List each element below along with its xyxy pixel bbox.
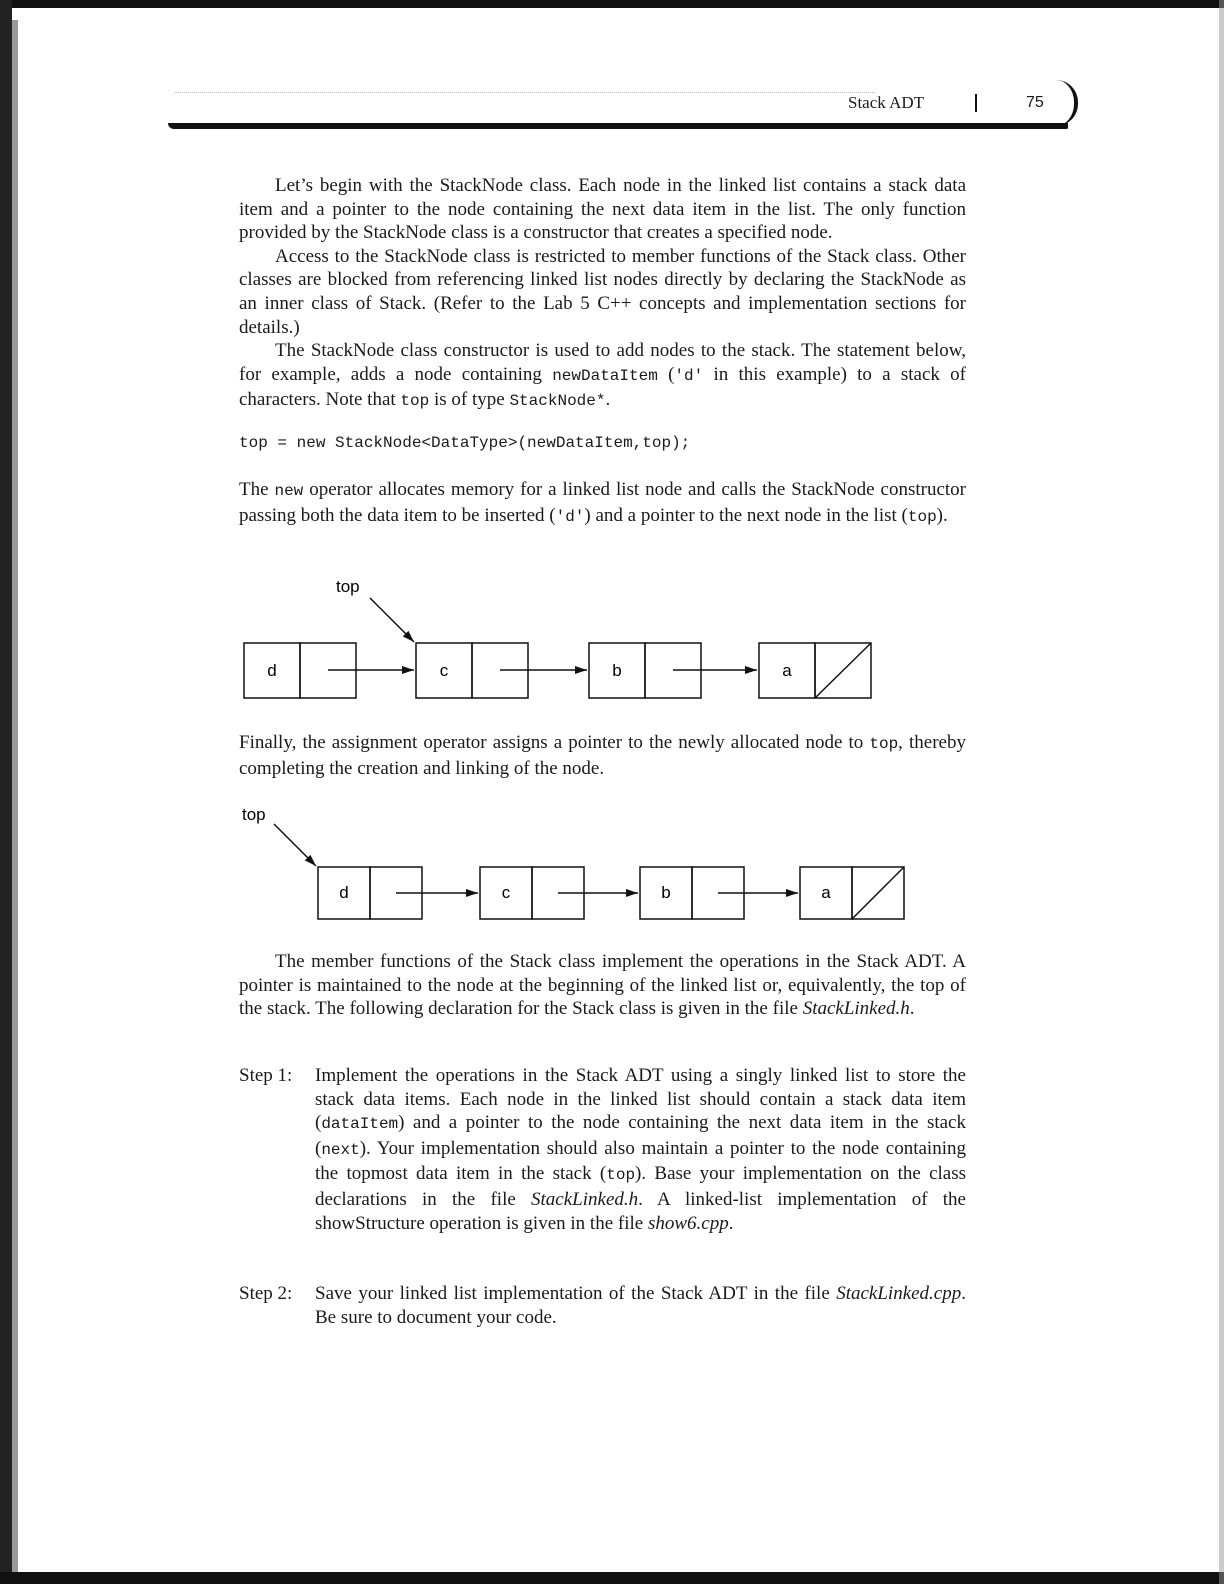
inline-code: next xyxy=(321,1140,360,1159)
top-pointer-arrow xyxy=(370,598,414,642)
node-a xyxy=(800,867,904,919)
paragraph-1: Let’s begin with the StackNode class. Each node in the linked list contains a stack data item and a pointer to the node containing the next data item in the list. The only function provided by the StackNode class is a constructor that creates a specified node. xyxy=(239,175,966,244)
node-value: a xyxy=(821,883,831,902)
paragraph-6: The member functions of the Stack class implement the operations in the Stack ADT. A pointer is maintained to the node at the beginning of the linked list or, equivalently, the top of the stack. The following declaration for the Stack class is given in the file StackLinked.h. xyxy=(239,951,966,1020)
node-a xyxy=(759,643,871,698)
top-pointer-label: top xyxy=(242,805,266,824)
linked-list-diagram-after xyxy=(236,800,916,925)
inline-code: top xyxy=(606,1166,636,1185)
file-name: show6.cpp xyxy=(647,1212,729,1234)
paragraph-4-block xyxy=(239,478,966,529)
scan-edge-left xyxy=(0,0,12,1584)
header-separator xyxy=(975,94,977,112)
header-thin-rule xyxy=(175,92,875,93)
scan-edge-top xyxy=(0,0,1224,8)
top-pointer-arrow xyxy=(274,824,316,866)
null-pointer-slash xyxy=(815,643,871,698)
intro-text-block xyxy=(239,174,966,414)
linked-list-diagram-before xyxy=(230,570,890,705)
scan-edge-bottom xyxy=(0,1572,1224,1584)
inline-code: dataItem xyxy=(321,1115,399,1134)
inline-code: new xyxy=(274,482,304,500)
paragraph-4: The new operator allocates memory for a linked list node and calls the StackNode constructor passing both the data item to be inserted ('d') and a pointer to the next node in the list (top). xyxy=(239,479,966,526)
file-name: StackLinked.h xyxy=(531,1188,639,1210)
inline-code: 'd' xyxy=(555,507,585,526)
paragraph-3: The StackNode class constructor is used to add nodes to the stack. The statement below, for example, adds a node containing newDataItem ('d' in this example) to a stack of characters. Note that top is of type StackNode*. xyxy=(239,340,966,411)
inline-code: top xyxy=(907,507,937,526)
step-label: Step 2: xyxy=(239,1283,293,1304)
step-body: Save your linked list implementation of the Stack ADT in the file StackLinked.cpp. Be sure to document your code. xyxy=(315,1283,966,1328)
paragraph-5: Finally, the assignment operator assigns a pointer to the newly allocated node to top, thereby completing the creation and linking of the node. xyxy=(239,732,966,779)
step-1 xyxy=(239,1064,966,1235)
running-header-title: Stack ADT xyxy=(848,93,925,112)
inline-code: top xyxy=(400,392,430,411)
inline-code: 'd' xyxy=(674,366,704,385)
scan-edge-shadow xyxy=(12,20,18,1580)
node-value: c xyxy=(501,883,511,902)
file-name: StackLinked.cpp xyxy=(836,1283,962,1304)
node-value: c xyxy=(439,661,449,680)
null-pointer-slash xyxy=(852,867,904,919)
step-2 xyxy=(239,1282,966,1329)
node-value: a xyxy=(782,661,792,680)
code-statement: top = new StackNode<DataType>(newDataItem,top); xyxy=(239,434,691,452)
node-value: b xyxy=(612,661,622,680)
paragraph-6-block xyxy=(239,950,966,1021)
node-value: d xyxy=(267,661,277,680)
inline-code: newDataItem xyxy=(552,366,658,385)
page-number: 75 xyxy=(1026,94,1044,111)
step-label: Step 1: xyxy=(239,1065,293,1086)
header-rule xyxy=(168,123,1068,129)
node-value: d xyxy=(339,883,349,902)
paragraph-2: Access to the StackNode class is restricted to member functions of the Stack class. Other classes are blocked from referencing linked list nodes directly by declaring the StackNode as an inner class of Stack. (Refer to the Lab 5 C++ concepts and implementation sections for details.) xyxy=(239,245,966,338)
header-curl xyxy=(1056,80,1078,126)
step-body: Implement the operations in the Stack ADT using a singly linked list to store the stack data items. Each node in the linked list should contain a stack data item (dataItem) and a pointer to the node containing the next data item in the stack (next). Your implementation should also maintain a pointer to the node containing the topmost data item in the stack (top). Base your implementation on the class declarations in the file StackLinked.h. A linked-list implementation of the showStructure operation is given in the file show6.cpp. xyxy=(315,1065,967,1234)
scan-edge-right xyxy=(1219,0,1224,1584)
inline-code: StackNode* xyxy=(509,392,606,411)
file-name: StackLinked.h xyxy=(802,998,910,1020)
top-pointer-label: top xyxy=(336,577,360,596)
paragraph-5-block xyxy=(239,731,966,780)
node-value: b xyxy=(661,883,671,902)
inline-code: top xyxy=(869,735,899,753)
